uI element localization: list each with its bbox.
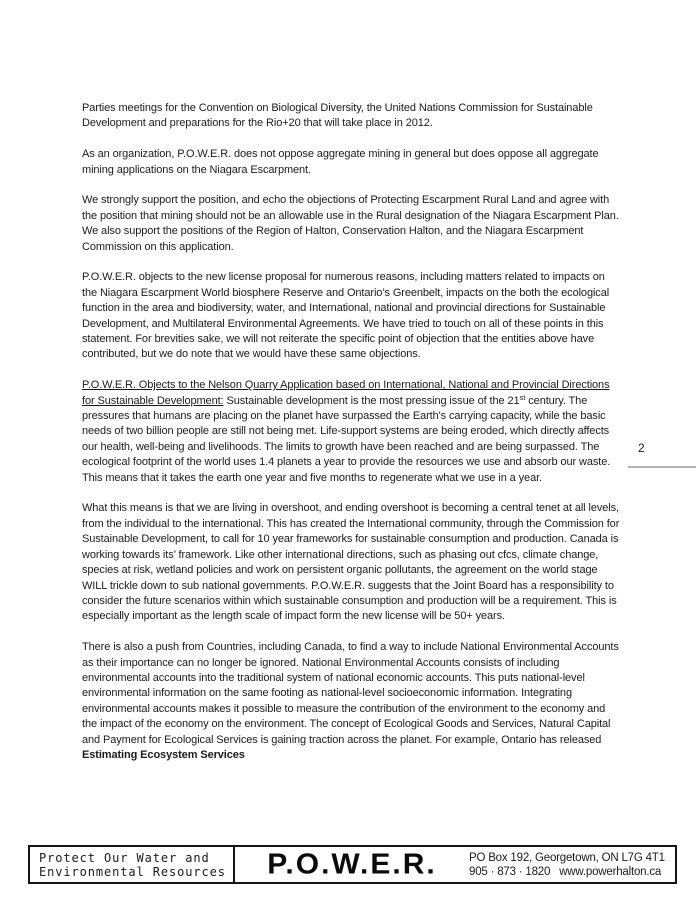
document-body (82, 101, 620, 779)
footer-address: PO Box 192, Georgetown, ON L7G 4T1 (469, 851, 665, 864)
page-number (628, 441, 696, 468)
paragraph (82, 640, 620, 763)
footer-contact (469, 847, 675, 882)
text-run: century. The pressures that humans are placing on the planet have surpassed the Earth's carrying capacity, while the basic needs of two billion people are still not being met. Life-support systems are being eroded, which directly affects our health, well-being and livelihoods. The limits to growth have been reached and are being surpassed. The ecological footprint of the world uses 1.4 planets a year to provide the resources we use and absorb our waste. This means that it takes the earth one year and five months to regenerate what we use in a year. (82, 394, 611, 484)
text-run: P.O.W.E.R. objects to the new license proposal for numerous reasons, including matters related to impacts on the Niagara Escarpment World biosphere Reserve and Ontario’s Greenbelt, impacts on the both the ecological function in the area and biodiversity, water, and International, national and provincial directions for Sustainable Development, and Multilateral Environmental Agreements. We have tried to touch on all of these points in this statement. For brevities sake, we will not reiterate the specific point of objection that the entities above have contributed, but we do note that we would have these same objections. (82, 271, 610, 361)
page-number-value: 2 (638, 441, 645, 455)
text-run: Estimating Ecosystem Services (82, 748, 245, 761)
footer-website: www.powerhalton.ca (559, 865, 662, 878)
footer-phone: 905 · 873 · 1820 (469, 865, 551, 878)
text-run: Sustainable development is the most pressing issue of the 21 (223, 394, 520, 407)
text-run: There is also a push from Countries, including Canada, to find a way to include National Environmental Accounts as their importance can no longer be ignored. National Environmental Accounts consists of including environmental accounts into the traditional system of national economic accounts. This puts national-level environmental information on the same footing as national-level socioeconomic information. Integrating environmental accounts makes it possible to measure the contribution of the environment to the economy and the impact of the economy on the environment. The concept of Ecological Goods and Services, Natural Capital and Payment for Ecological Services is gaining traction across the planet. For example, Ontario has released (82, 641, 619, 746)
org-name: P.O.W.E.R. (267, 848, 437, 880)
paragraph (82, 378, 620, 486)
footer-phone-web (469, 865, 669, 879)
footer-tagline-line2: Environmental Resources (39, 864, 226, 879)
text-run: P.O.W.E.R. Objects to the Nelson Quarry Application based on International, National and Provincial Directions for Sustainable Development: (82, 379, 610, 407)
footer-letterhead (28, 845, 677, 884)
paragraph (82, 193, 620, 255)
paragraph (82, 101, 620, 132)
text-run: Parties meetings for the Convention on Biological Diversity, the United Nations Commission for Sustainable Development and preparations for the Rio+20 that will take place in 2012. (82, 102, 593, 130)
footer-tagline-line1: Protect Our Water and (39, 850, 210, 865)
paragraph (82, 270, 620, 362)
org-logo-text (235, 848, 469, 881)
text-run: We strongly support the position, and echo the objections of Protecting Escarpment Rural Land and agree with the position that mining should not be an allowable use in the Rural designation of the Niagara Escarpment Plan. We also support the positions of the Region of Halton, Conservation Halton, and the Niagara Escarpment Commission on this application. (82, 194, 619, 253)
text-run: st (519, 392, 526, 402)
paragraph (82, 501, 620, 624)
text-run: As an organization, P.O.W.E.R. does not oppose aggregate mining in general but does oppose all aggregate mining applications on the Niagara Escarpment. (82, 148, 599, 176)
paragraph (82, 147, 620, 178)
text-run: What this means is that we are living in overshoot, and ending overshoot is becoming a central tenet at all levels, from the individual to the international. This has created the International community, through the Commission for Sustainable Development, to call for 10 year frameworks for sustainable consumption and production. Canada is working towards its’ framework. Like other international directions, such as phasing out cfcs, climate change, species at risk, wetland policies and work on persistent organic pollutants, the agreement on the world stage WILL trickle down to sub national governments. P.O.W.E.R. suggests that the Joint Board has a responsibility to consider the future scenarios within which sustainable consumption and production will be a requirement. This is especially important as the length scale of impact form the new license will be 50+ years. (82, 502, 620, 623)
footer-tagline (30, 847, 235, 882)
